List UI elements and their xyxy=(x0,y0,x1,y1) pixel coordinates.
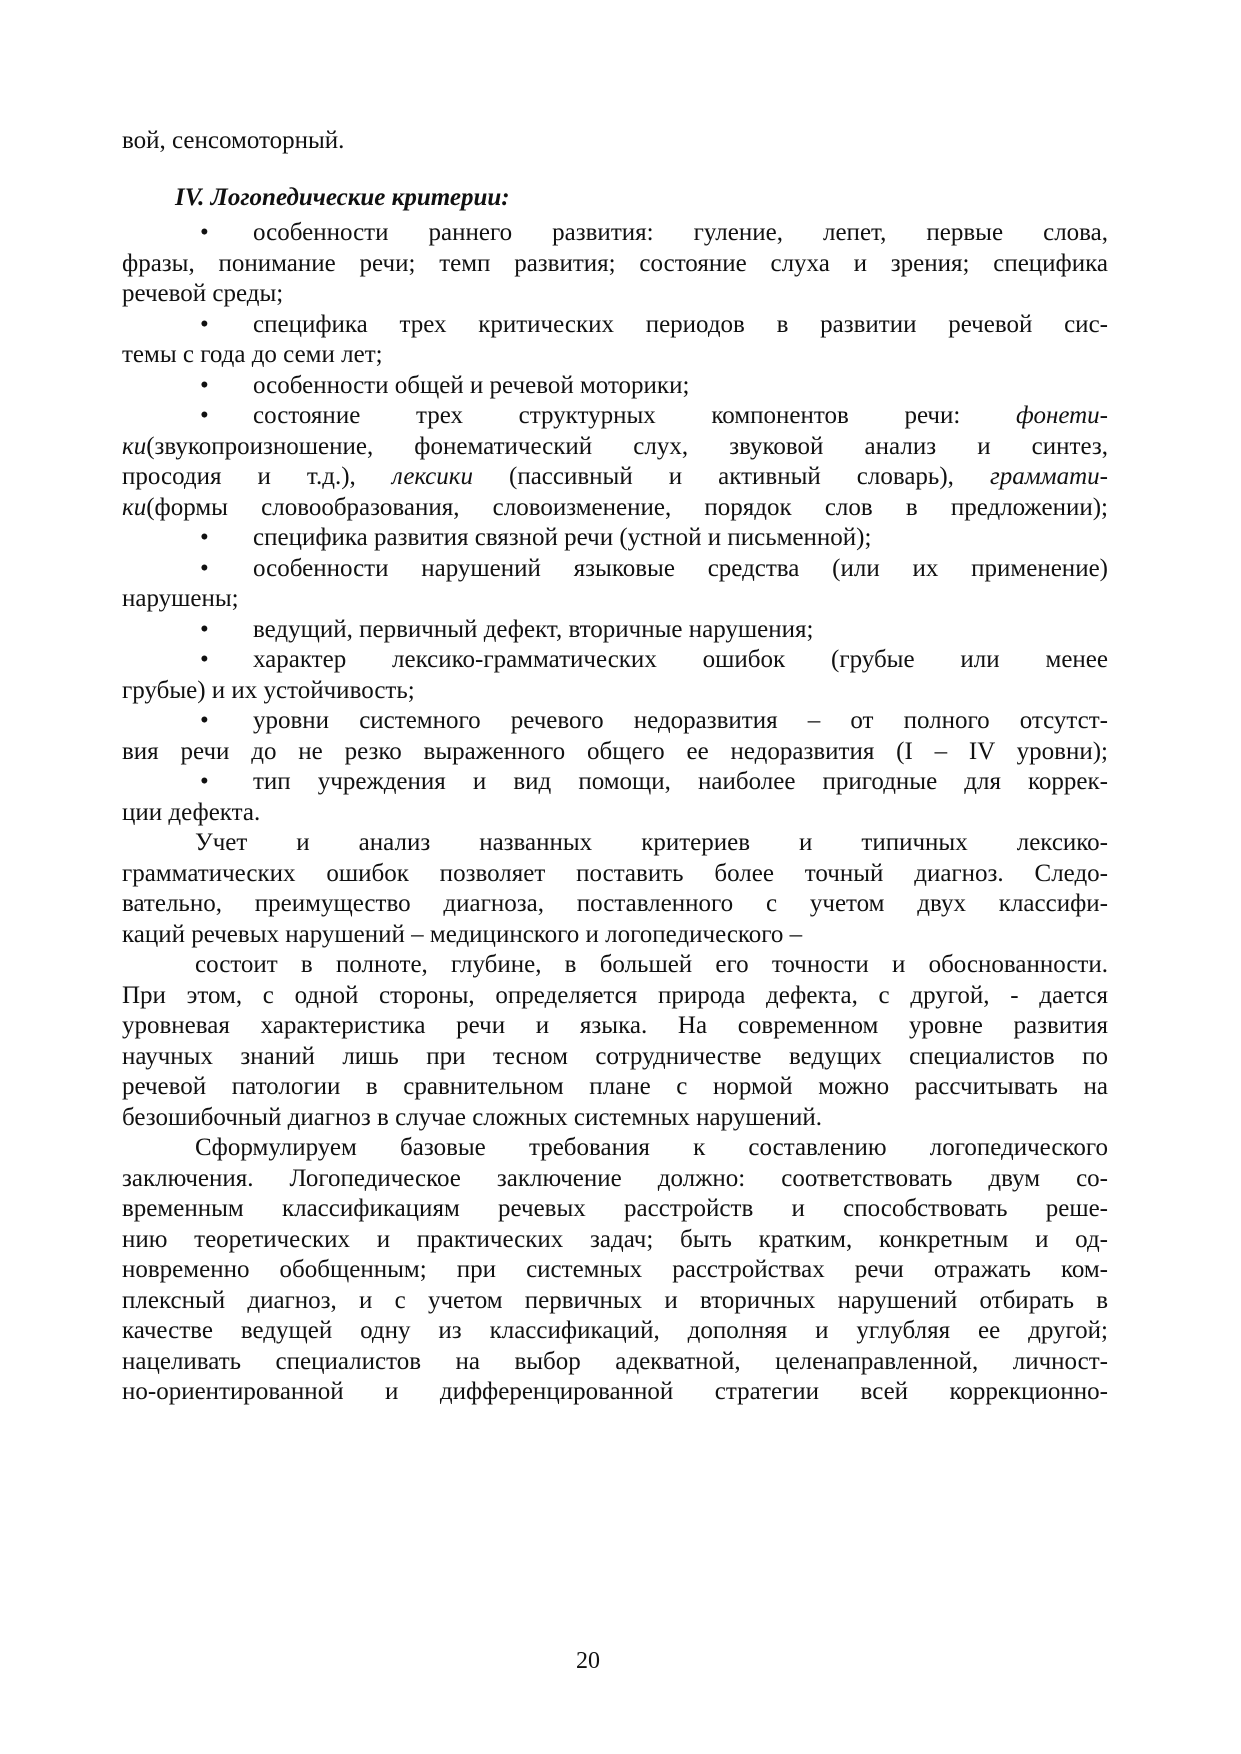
text-segment: ции дефекта. xyxy=(122,798,261,826)
bullet-icon: • xyxy=(200,524,209,551)
bullet-item-line xyxy=(122,705,1108,736)
text-segment: каций речевых нарушений – медицинского и логопедического – xyxy=(122,920,803,948)
text-segment: (формы словообразования, словоизменение, порядок слов в предложении); xyxy=(146,493,1108,521)
bullet-icon: • xyxy=(200,646,209,673)
text-segment: особенности раннего развития: гуление, лепет, первые слова, xyxy=(253,219,1108,246)
text-segment: временным классификациям речевых расстройств и способствовать реше- xyxy=(122,1195,1108,1222)
bullet-icon: • xyxy=(200,219,209,246)
text-line xyxy=(122,492,1108,523)
italic-term: ки xyxy=(122,432,147,460)
text-segment: уровневая характеристика речи и языка. На современном уровне развития xyxy=(122,1012,1108,1039)
text-segment: нарушены; xyxy=(122,585,239,612)
text-segment: просодия и т.д.), xyxy=(122,463,392,490)
text-line xyxy=(122,1071,1108,1102)
italic-term: лексики xyxy=(391,463,473,490)
text-line xyxy=(122,1132,1108,1163)
text-segment: ведущий, первичный дефект, вторичные нарушения; xyxy=(253,615,814,643)
text-line xyxy=(122,736,1108,767)
bullet-item-line xyxy=(122,309,1108,340)
bullet-item-line xyxy=(122,522,1108,553)
text-line xyxy=(122,675,1108,706)
text-line xyxy=(122,248,1108,279)
bullet-item-line xyxy=(122,217,1108,248)
text-line xyxy=(122,1285,1108,1316)
text-segment: плексный диагноз, и с учетом первичных и вторичных нарушений отбирать в xyxy=(122,1286,1108,1314)
text-line xyxy=(122,919,1108,950)
text-line xyxy=(122,1041,1108,1072)
text-segment: грамматических ошибок позволяет поставить более точный диагноз. Следо- xyxy=(122,859,1108,887)
bullet-icon: • xyxy=(200,768,209,795)
text-segment: качестве ведущей одну из классификаций, дополняя и углубляя ее другой; xyxy=(122,1317,1108,1344)
text-line xyxy=(122,1315,1108,1346)
section-heading: IV. Логопедические критерии: xyxy=(175,184,510,211)
text-line xyxy=(122,1163,1108,1194)
text-line xyxy=(122,1376,1108,1407)
text-segment: вательно, преимущество диагноза, поставленного с учетом двух классифи- xyxy=(122,890,1108,917)
text-segment: При этом, с одной стороны, определяется природа дефекта, с другой, - дается xyxy=(122,981,1108,1009)
text-line xyxy=(122,1224,1108,1255)
bullet-icon: • xyxy=(200,371,209,399)
text-segment: речевой среды; xyxy=(122,280,284,307)
text-line xyxy=(122,797,1108,828)
bullet-item-line xyxy=(122,766,1108,797)
text-line xyxy=(122,827,1108,858)
text-line xyxy=(122,461,1108,492)
text-segment: грубые) и их устойчивость; xyxy=(122,676,415,704)
text-line xyxy=(122,1010,1108,1041)
text-segment: особенности общей и речевой моторики; xyxy=(253,371,690,399)
text-segment: новременно обобщенным; при системных расстройствах речи отражать ком- xyxy=(122,1256,1108,1283)
bullet-item-line xyxy=(122,400,1108,431)
text-line xyxy=(122,1102,1108,1133)
text-segment: научных знаний лишь при тесном сотрудничестве ведущих специалистов по xyxy=(122,1042,1108,1070)
text-segment: Учет и анализ названных критериев и типичных лексико- xyxy=(195,829,1108,856)
text-segment: речевой патологии в сравнительном плане с нормой можно рассчитывать на xyxy=(122,1073,1108,1100)
text-segment: нацеливать специалистов на выбор адекватной, целенаправленной, личност- xyxy=(122,1347,1108,1375)
text-line xyxy=(122,888,1108,919)
text-segment: безошибочный диагноз в случае сложных системных нарушений. xyxy=(122,1103,823,1131)
text-segment: специфика развития связной речи (устной и письменной); xyxy=(253,524,872,551)
text-segment: состояние трех структурных компонентов речи: xyxy=(253,402,1017,429)
text-segment: темы с года до семи лет; xyxy=(122,341,383,368)
text-segment: (звукопроизношение, фонематический слух, звуковой анализ и синтез, xyxy=(146,432,1108,460)
bullet-icon: • xyxy=(200,707,209,734)
text-line xyxy=(122,980,1108,1011)
text-line xyxy=(122,1254,1108,1285)
text-segment: заключения. Логопедическое заключение должно: соответствовать двум со- xyxy=(122,1164,1108,1192)
italic-term: граммати- xyxy=(989,463,1108,490)
text-line xyxy=(122,339,1108,370)
bullet-icon: • xyxy=(200,554,209,582)
text-segment: состоит в полноте, глубине, в большей его точности и обоснованности. xyxy=(195,951,1108,978)
text-segment: Сформулируем базовые требования к составлению логопедического xyxy=(195,1134,1108,1161)
text-line xyxy=(122,1193,1108,1224)
bullet-item-line xyxy=(122,553,1108,584)
bullet-icon: • xyxy=(200,615,209,643)
bullet-item-line xyxy=(122,614,1108,645)
text-line xyxy=(122,583,1108,614)
text-segment: особенности нарушений языковые средства (или их применение) xyxy=(253,554,1108,582)
text-line xyxy=(122,1346,1108,1377)
text-segment: специфика трех критических периодов в развитии речевой сис- xyxy=(253,310,1108,338)
text-line xyxy=(122,858,1108,889)
page-number: 20 xyxy=(576,1648,600,1674)
text-line xyxy=(122,949,1108,980)
text-segment: тип учреждения и вид помощи, наиболее пригодные для коррек- xyxy=(253,768,1108,795)
italic-term: фонети- xyxy=(1016,402,1108,429)
text-segment: но-ориентированной и дифференцированной стратегии всей коррекционно- xyxy=(122,1378,1108,1405)
bullet-icon: • xyxy=(200,402,209,429)
text-segment: характер лексико-грамматических ошибок (грубые или менее xyxy=(253,646,1108,673)
text-segment: нию теоретических и практических задач; быть кратким, конкретным и од- xyxy=(122,1225,1108,1253)
italic-term: ки xyxy=(122,493,147,521)
text-segment: (пассивный и активный словарь), xyxy=(472,463,990,490)
intro-line: вой, сенсомоторный. xyxy=(122,127,345,154)
text-line xyxy=(122,278,1108,309)
bullet-item-line xyxy=(122,644,1108,675)
text-segment: уровни системного речевого недоразвития – от полного отсутст- xyxy=(253,707,1108,734)
bullet-item-line xyxy=(122,370,1108,401)
text-segment: вия речи до не резко выраженного общего ее недоразвития (I – IV уровни); xyxy=(122,737,1108,765)
text-line xyxy=(122,431,1108,462)
bullet-icon: • xyxy=(200,310,209,338)
text-segment: фразы, понимание речи; темп развития; состояние слуха и зрения; специфика xyxy=(122,249,1108,277)
